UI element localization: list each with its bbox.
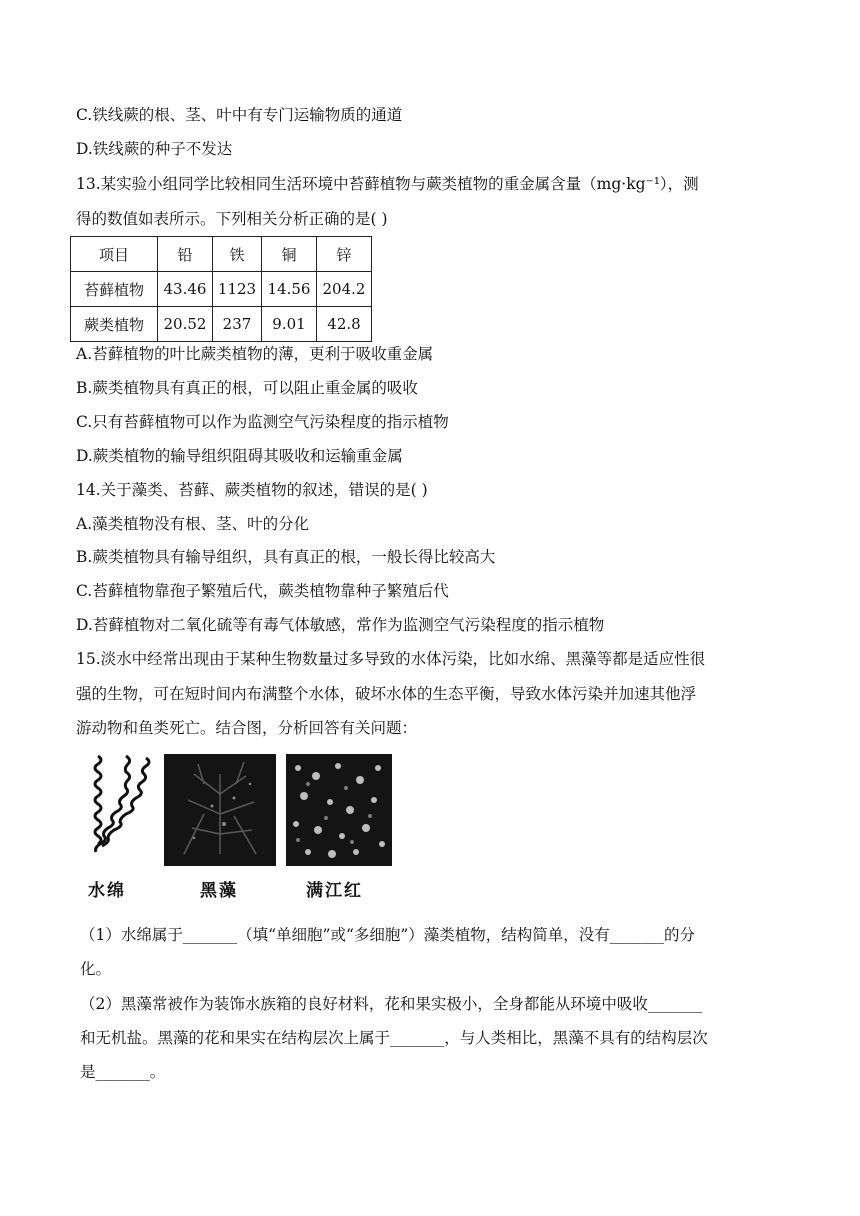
- option-12-c: C.铁线蕨的根、茎、叶中有专门运输物质的通道: [76, 106, 403, 124]
- table-cell: 苔藓植物: [71, 272, 158, 307]
- question-15-part2-line1: （2）黑藻常被作为装饰水族箱的良好材料，花和果实极小，全身都能从环境中吸收_______: [80, 995, 703, 1013]
- option-13-c: C.只有苔藓植物可以作为监测空气污染程度的指示植物: [76, 413, 449, 431]
- table-cell: 237: [213, 307, 262, 342]
- hydrilla-photo: [164, 754, 276, 866]
- question-15-part2-line2: 和无机盐。黑藻的花和果实在结构层次上属于_______，与人类相比，黑藻不具有的结构层次: [80, 1029, 708, 1047]
- table-cell: 42.8: [317, 307, 372, 342]
- question-15-part1-line2: 化。: [80, 960, 112, 978]
- option-13-a: A.苔藓植物的叶比蕨类植物的薄，更利于吸收重金属: [76, 345, 434, 363]
- table-header-cell: 铅: [158, 237, 213, 272]
- table-cell: 43.46: [158, 272, 213, 307]
- azolla-photo: [286, 754, 392, 866]
- table-header-row: [71, 237, 372, 272]
- table-cell: 20.52: [158, 307, 213, 342]
- question-15-line2: 强的生物，可在短时间内布满整个水体，破坏水体的生态平衡，导致水体污染并加速其他浮: [76, 685, 697, 703]
- caption-spirogyra: 水绵: [88, 881, 126, 901]
- question-13-line2: 得的数值如表所示。下列相关分析正确的是( ): [76, 210, 388, 228]
- table-cell: 14.56: [262, 272, 317, 307]
- question-13-line1: 13.某实验小组同学比较相同生活环境中苔藓植物与蕨类植物的重金属含量（mg·kg⁻¹），测: [76, 175, 699, 193]
- option-14-a: A.藻类植物没有根、茎、叶的分化: [76, 515, 310, 533]
- algae-figure: [80, 752, 406, 912]
- table-cell: 204.2: [317, 272, 372, 307]
- option-14-b: B.蕨类植物具有输导组织，具有真正的根，一般长得比较高大: [76, 548, 496, 566]
- option-14-c: C.苔藓植物靠孢子繁殖后代，蕨类植物靠种子繁殖后代: [76, 582, 449, 600]
- question-14: 14.关于藻类、苔藓、蕨类植物的叙述，错误的是( ): [76, 481, 428, 499]
- spirogyra-illustration: [86, 754, 154, 866]
- table-row: [71, 272, 372, 307]
- table-header-cell: 铜: [262, 237, 317, 272]
- option-12-d: D.铁线蕨的种子不发达: [76, 140, 233, 158]
- azolla-texture: [286, 754, 392, 866]
- caption-hydrilla: 黑藻: [200, 881, 238, 901]
- heavy-metal-table: [70, 236, 372, 342]
- question-15-line3: 游动物和鱼类死亡。结合图，分析回答有关问题：: [76, 719, 418, 737]
- option-13-b: B.蕨类植物具有真正的根，可以阻止重金属的吸收: [76, 379, 418, 397]
- table-cell: 9.01: [262, 307, 317, 342]
- question-15-part1-line1: （1）水绵属于_______（填“单细胞”或“多细胞”）藻类植物，结构简单，没有_______的分: [80, 926, 696, 944]
- table-row: [71, 307, 372, 342]
- table-header-cell: 项目: [71, 237, 158, 272]
- caption-azolla: 满江红: [306, 881, 363, 901]
- option-13-d: D.蕨类植物的输导组织阻碍其吸收和运输重金属: [76, 447, 403, 465]
- table-cell: 1123: [213, 272, 262, 307]
- hydrilla-texture: [164, 754, 276, 866]
- table-cell: 蕨类植物: [71, 307, 158, 342]
- option-14-d: D.苔藓植物对二氧化硫等有毒气体敏感，常作为监测空气污染程度的指示植物: [76, 616, 605, 634]
- question-15-line1: 15.淡水中经常出现由于某种生物数量过多导致的水体污染，比如水绵、黑藻等都是适应性很: [76, 650, 706, 668]
- question-15-part2-line3: 是_______。: [80, 1063, 166, 1081]
- table-header-cell: 锌: [317, 237, 372, 272]
- table-header-cell: 铁: [213, 237, 262, 272]
